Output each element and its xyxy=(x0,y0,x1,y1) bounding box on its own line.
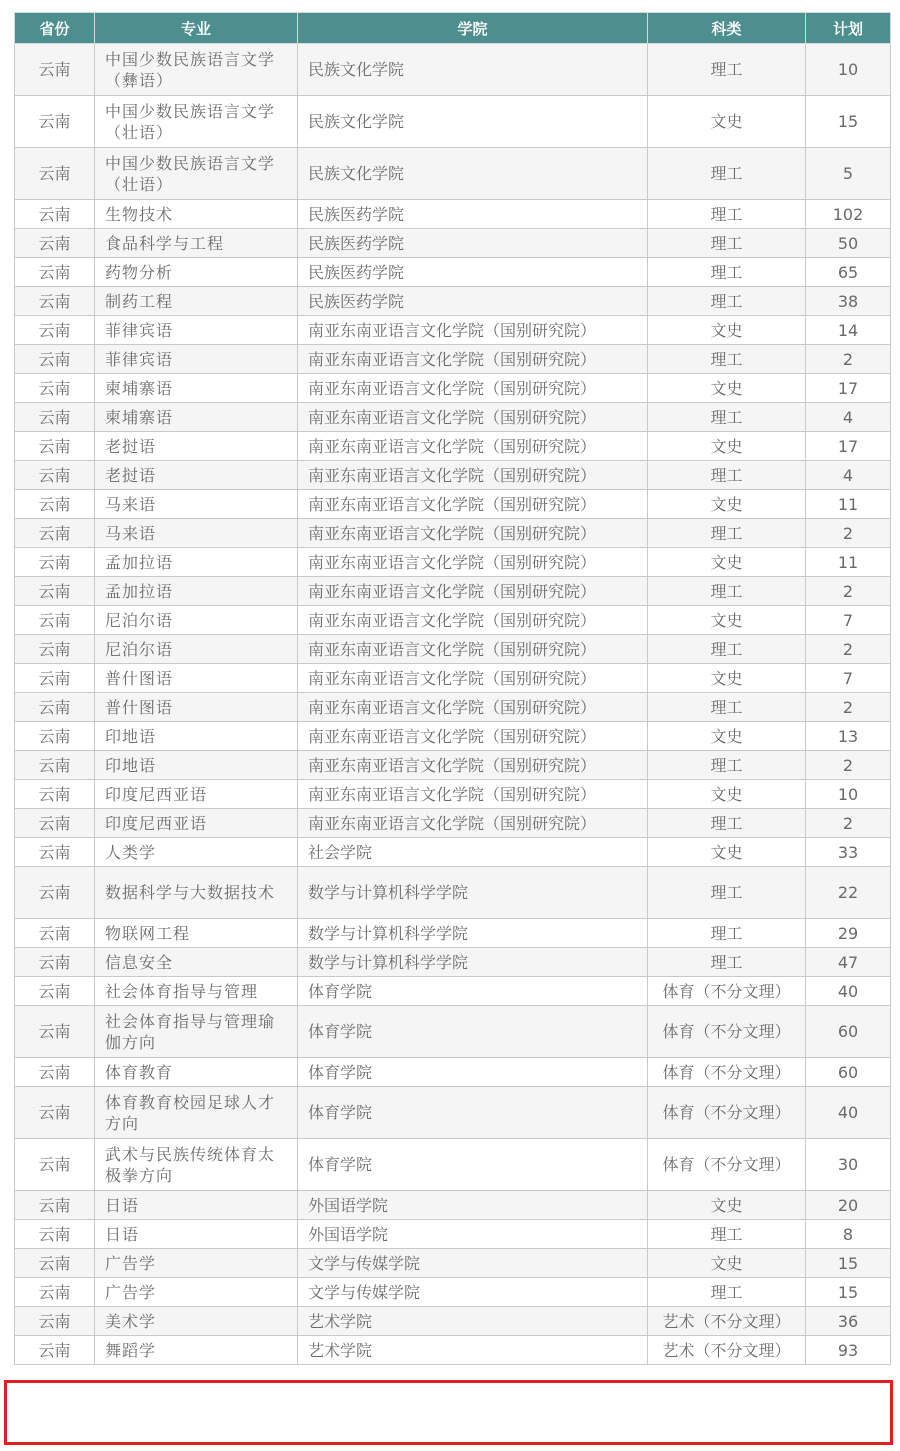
table-row xyxy=(15,548,891,577)
cell-major: 数据科学与大数据技术 xyxy=(95,867,298,919)
header-category: 科类 xyxy=(648,13,806,44)
cell-plan: 8 xyxy=(806,1220,891,1249)
cell-category: 体育（不分文理） xyxy=(648,1087,806,1139)
header-province: 省份 xyxy=(15,13,95,44)
cell-plan: 15 xyxy=(806,96,891,148)
cell-category: 文史 xyxy=(648,780,806,809)
cell-college: 社会学院 xyxy=(298,838,648,867)
cell-category: 文史 xyxy=(648,316,806,345)
cell-province: 云南 xyxy=(15,229,95,258)
header-plan: 计划 xyxy=(806,13,891,44)
cell-category: 理工 xyxy=(648,229,806,258)
cell-province: 云南 xyxy=(15,809,95,838)
cell-college: 体育学院 xyxy=(298,977,648,1006)
cell-category: 艺术（不分文理） xyxy=(648,1336,806,1365)
cell-province: 云南 xyxy=(15,1249,95,1278)
header-major: 专业 xyxy=(95,13,298,44)
cell-college: 文学与传媒学院 xyxy=(298,1249,648,1278)
table-body xyxy=(15,44,891,1365)
cell-college: 南亚东南亚语言文化学院（国别研究院） xyxy=(298,780,648,809)
cell-category: 文史 xyxy=(648,1249,806,1278)
table-row xyxy=(15,1249,891,1278)
cell-province: 云南 xyxy=(15,403,95,432)
cell-plan: 29 xyxy=(806,919,891,948)
cell-category: 文史 xyxy=(648,490,806,519)
cell-plan: 15 xyxy=(806,1249,891,1278)
cell-plan: 93 xyxy=(806,1336,891,1365)
cell-province: 云南 xyxy=(15,461,95,490)
table-row xyxy=(15,287,891,316)
table-row xyxy=(15,693,891,722)
cell-college: 数学与计算机科学学院 xyxy=(298,948,648,977)
cell-college: 民族医药学院 xyxy=(298,229,648,258)
cell-major: 药物分析 xyxy=(95,258,298,287)
cell-plan: 7 xyxy=(806,664,891,693)
cell-college: 文学与传媒学院 xyxy=(298,1278,648,1307)
cell-category: 理工 xyxy=(648,948,806,977)
cell-major: 舞蹈学 xyxy=(95,1336,298,1365)
cell-plan: 20 xyxy=(806,1191,891,1220)
cell-plan: 5 xyxy=(806,148,891,200)
cell-college: 南亚东南亚语言文化学院（国别研究院） xyxy=(298,751,648,780)
cell-college: 体育学院 xyxy=(298,1058,648,1087)
cell-major: 武术与民族传统体育太极拳方向 xyxy=(95,1139,298,1191)
cell-province: 云南 xyxy=(15,148,95,200)
table-row xyxy=(15,200,891,229)
cell-major: 食品科学与工程 xyxy=(95,229,298,258)
cell-major: 日语 xyxy=(95,1220,298,1249)
table-row xyxy=(15,977,891,1006)
cell-college: 艺术学院 xyxy=(298,1336,648,1365)
table-row xyxy=(15,867,891,919)
cell-province: 云南 xyxy=(15,838,95,867)
cell-college: 南亚东南亚语言文化学院（国别研究院） xyxy=(298,490,648,519)
cell-category: 理工 xyxy=(648,577,806,606)
cell-province: 云南 xyxy=(15,722,95,751)
cell-plan: 11 xyxy=(806,490,891,519)
table-row xyxy=(15,577,891,606)
cell-province: 云南 xyxy=(15,519,95,548)
cell-province: 云南 xyxy=(15,635,95,664)
table-row xyxy=(15,1336,891,1365)
table-row xyxy=(15,722,891,751)
cell-category: 文史 xyxy=(648,432,806,461)
table-row xyxy=(15,403,891,432)
cell-college: 艺术学院 xyxy=(298,1307,648,1336)
cell-plan: 50 xyxy=(806,229,891,258)
cell-plan: 17 xyxy=(806,432,891,461)
cell-college: 体育学院 xyxy=(298,1087,648,1139)
cell-plan: 7 xyxy=(806,606,891,635)
cell-college: 南亚东南亚语言文化学院（国别研究院） xyxy=(298,606,648,635)
table-row xyxy=(15,948,891,977)
cell-college: 民族文化学院 xyxy=(298,148,648,200)
cell-plan: 2 xyxy=(806,635,891,664)
table-row xyxy=(15,1191,891,1220)
table-row xyxy=(15,345,891,374)
cell-plan: 15 xyxy=(806,1278,891,1307)
cell-province: 云南 xyxy=(15,374,95,403)
cell-category: 文史 xyxy=(648,664,806,693)
cell-province: 云南 xyxy=(15,664,95,693)
table-row xyxy=(15,258,891,287)
cell-major: 柬埔寨语 xyxy=(95,374,298,403)
table-header-row xyxy=(15,13,891,44)
cell-province: 云南 xyxy=(15,919,95,948)
cell-province: 云南 xyxy=(15,432,95,461)
cell-province: 云南 xyxy=(15,316,95,345)
cell-plan: 36 xyxy=(806,1307,891,1336)
cell-college: 民族医药学院 xyxy=(298,287,648,316)
cell-province: 云南 xyxy=(15,1336,95,1365)
cell-category: 体育（不分文理） xyxy=(648,977,806,1006)
table-row xyxy=(15,148,891,200)
cell-major: 印度尼西亚语 xyxy=(95,809,298,838)
cell-plan: 40 xyxy=(806,1087,891,1139)
cell-college: 南亚东南亚语言文化学院（国别研究院） xyxy=(298,316,648,345)
cell-major: 老挝语 xyxy=(95,432,298,461)
cell-province: 云南 xyxy=(15,780,95,809)
cell-plan: 13 xyxy=(806,722,891,751)
cell-major: 印地语 xyxy=(95,751,298,780)
cell-province: 云南 xyxy=(15,867,95,919)
cell-category: 文史 xyxy=(648,96,806,148)
cell-plan: 2 xyxy=(806,693,891,722)
cell-plan: 30 xyxy=(806,1139,891,1191)
table-row xyxy=(15,664,891,693)
cell-plan: 11 xyxy=(806,548,891,577)
table-row xyxy=(15,1307,891,1336)
cell-college: 南亚东南亚语言文化学院（国别研究院） xyxy=(298,577,648,606)
cell-category: 理工 xyxy=(648,200,806,229)
cell-college: 南亚东南亚语言文化学院（国别研究院） xyxy=(298,809,648,838)
cell-major: 体育教育校园足球人才方向 xyxy=(95,1087,298,1139)
table-row xyxy=(15,780,891,809)
cell-major: 柬埔寨语 xyxy=(95,403,298,432)
table-row xyxy=(15,316,891,345)
cell-major: 社会体育指导与管理 xyxy=(95,977,298,1006)
cell-province: 云南 xyxy=(15,1307,95,1336)
table-row xyxy=(15,1220,891,1249)
cell-plan: 2 xyxy=(806,809,891,838)
cell-plan: 10 xyxy=(806,780,891,809)
table-row xyxy=(15,606,891,635)
cell-major: 马来语 xyxy=(95,519,298,548)
cell-category: 文史 xyxy=(648,1191,806,1220)
table-row xyxy=(15,432,891,461)
cell-college: 体育学院 xyxy=(298,1006,648,1058)
cell-college: 南亚东南亚语言文化学院（国别研究院） xyxy=(298,345,648,374)
cell-category: 理工 xyxy=(648,919,806,948)
cell-category: 理工 xyxy=(648,519,806,548)
cell-college: 南亚东南亚语言文化学院（国别研究院） xyxy=(298,461,648,490)
cell-category: 体育（不分文理） xyxy=(648,1139,806,1191)
cell-plan: 22 xyxy=(806,867,891,919)
cell-category: 理工 xyxy=(648,44,806,96)
cell-college: 民族医药学院 xyxy=(298,258,648,287)
cell-major: 印度尼西亚语 xyxy=(95,780,298,809)
cell-province: 云南 xyxy=(15,96,95,148)
cell-major: 菲律宾语 xyxy=(95,345,298,374)
cell-college: 外国语学院 xyxy=(298,1191,648,1220)
cell-plan: 65 xyxy=(806,258,891,287)
cell-college: 南亚东南亚语言文化学院（国别研究院） xyxy=(298,722,648,751)
cell-province: 云南 xyxy=(15,1058,95,1087)
cell-major: 日语 xyxy=(95,1191,298,1220)
table-row xyxy=(15,229,891,258)
cell-college: 数学与计算机科学学院 xyxy=(298,867,648,919)
table-row xyxy=(15,374,891,403)
cell-province: 云南 xyxy=(15,258,95,287)
cell-plan: 60 xyxy=(806,1006,891,1058)
cell-major: 广告学 xyxy=(95,1249,298,1278)
cell-province: 云南 xyxy=(15,693,95,722)
cell-province: 云南 xyxy=(15,977,95,1006)
cell-category: 艺术（不分文理） xyxy=(648,1307,806,1336)
cell-college: 南亚东南亚语言文化学院（国别研究院） xyxy=(298,432,648,461)
cell-major: 尼泊尔语 xyxy=(95,606,298,635)
cell-plan: 38 xyxy=(806,287,891,316)
cell-plan: 2 xyxy=(806,345,891,374)
table-row xyxy=(15,461,891,490)
cell-category: 理工 xyxy=(648,693,806,722)
table-row xyxy=(15,919,891,948)
cell-major: 马来语 xyxy=(95,490,298,519)
cell-category: 理工 xyxy=(648,287,806,316)
cell-category: 理工 xyxy=(648,867,806,919)
cell-plan: 40 xyxy=(806,977,891,1006)
cell-college: 南亚东南亚语言文化学院（国别研究院） xyxy=(298,519,648,548)
cell-province: 云南 xyxy=(15,1220,95,1249)
cell-plan: 2 xyxy=(806,519,891,548)
cell-province: 云南 xyxy=(15,1139,95,1191)
cell-major: 普什图语 xyxy=(95,693,298,722)
table-row xyxy=(15,519,891,548)
cell-category: 文史 xyxy=(648,606,806,635)
cell-college: 数学与计算机科学学院 xyxy=(298,919,648,948)
cell-province: 云南 xyxy=(15,577,95,606)
highlight-box xyxy=(4,1380,893,1445)
cell-plan: 102 xyxy=(806,200,891,229)
cell-province: 云南 xyxy=(15,751,95,780)
cell-college: 体育学院 xyxy=(298,1139,648,1191)
cell-college: 南亚东南亚语言文化学院（国别研究院） xyxy=(298,635,648,664)
cell-plan: 33 xyxy=(806,838,891,867)
cell-plan: 60 xyxy=(806,1058,891,1087)
table-row xyxy=(15,96,891,148)
cell-major: 生物技术 xyxy=(95,200,298,229)
cell-province: 云南 xyxy=(15,490,95,519)
cell-category: 理工 xyxy=(648,148,806,200)
cell-major: 菲律宾语 xyxy=(95,316,298,345)
cell-major: 广告学 xyxy=(95,1278,298,1307)
cell-province: 云南 xyxy=(15,345,95,374)
cell-category: 文史 xyxy=(648,374,806,403)
table-row xyxy=(15,1139,891,1191)
cell-college: 南亚东南亚语言文化学院（国别研究院） xyxy=(298,693,648,722)
table-row xyxy=(15,635,891,664)
cell-category: 理工 xyxy=(648,461,806,490)
cell-province: 云南 xyxy=(15,948,95,977)
cell-major: 物联网工程 xyxy=(95,919,298,948)
cell-province: 云南 xyxy=(15,200,95,229)
cell-major: 体育教育 xyxy=(95,1058,298,1087)
cell-province: 云南 xyxy=(15,548,95,577)
cell-plan: 2 xyxy=(806,751,891,780)
cell-province: 云南 xyxy=(15,1278,95,1307)
cell-province: 云南 xyxy=(15,44,95,96)
enrollment-plan-table xyxy=(14,12,891,1365)
cell-category: 文史 xyxy=(648,722,806,751)
cell-plan: 4 xyxy=(806,461,891,490)
cell-plan: 17 xyxy=(806,374,891,403)
cell-major: 尼泊尔语 xyxy=(95,635,298,664)
cell-college: 民族医药学院 xyxy=(298,200,648,229)
cell-province: 云南 xyxy=(15,1191,95,1220)
table-row xyxy=(15,1278,891,1307)
cell-category: 理工 xyxy=(648,345,806,374)
table-row xyxy=(15,1087,891,1139)
cell-major: 老挝语 xyxy=(95,461,298,490)
table-row xyxy=(15,490,891,519)
cell-category: 理工 xyxy=(648,1278,806,1307)
cell-plan: 47 xyxy=(806,948,891,977)
cell-province: 云南 xyxy=(15,1087,95,1139)
cell-major: 人类学 xyxy=(95,838,298,867)
table-row xyxy=(15,809,891,838)
cell-plan: 14 xyxy=(806,316,891,345)
cell-college: 南亚东南亚语言文化学院（国别研究院） xyxy=(298,664,648,693)
cell-major: 普什图语 xyxy=(95,664,298,693)
cell-major: 孟加拉语 xyxy=(95,548,298,577)
cell-category: 理工 xyxy=(648,258,806,287)
cell-province: 云南 xyxy=(15,606,95,635)
cell-major: 中国少数民族语言文学（壮语） xyxy=(95,96,298,148)
cell-college: 南亚东南亚语言文化学院（国别研究院） xyxy=(298,374,648,403)
cell-category: 理工 xyxy=(648,1220,806,1249)
cell-category: 理工 xyxy=(648,809,806,838)
cell-category: 理工 xyxy=(648,403,806,432)
cell-major: 信息安全 xyxy=(95,948,298,977)
table-row xyxy=(15,751,891,780)
cell-major: 印地语 xyxy=(95,722,298,751)
cell-major: 孟加拉语 xyxy=(95,577,298,606)
cell-college: 民族文化学院 xyxy=(298,96,648,148)
cell-major: 中国少数民族语言文学（壮语） xyxy=(95,148,298,200)
cell-college: 外国语学院 xyxy=(298,1220,648,1249)
cell-major: 制药工程 xyxy=(95,287,298,316)
cell-category: 体育（不分文理） xyxy=(648,1006,806,1058)
cell-province: 云南 xyxy=(15,1006,95,1058)
cell-plan: 2 xyxy=(806,577,891,606)
cell-category: 理工 xyxy=(648,751,806,780)
cell-college: 南亚东南亚语言文化学院（国别研究院） xyxy=(298,548,648,577)
cell-major: 美术学 xyxy=(95,1307,298,1336)
cell-category: 理工 xyxy=(648,635,806,664)
cell-college: 南亚东南亚语言文化学院（国别研究院） xyxy=(298,403,648,432)
cell-category: 文史 xyxy=(648,548,806,577)
table-row xyxy=(15,1006,891,1058)
cell-major: 社会体育指导与管理瑜伽方向 xyxy=(95,1006,298,1058)
cell-province: 云南 xyxy=(15,287,95,316)
cell-plan: 4 xyxy=(806,403,891,432)
cell-category: 文史 xyxy=(648,838,806,867)
table-row xyxy=(15,44,891,96)
table-row xyxy=(15,838,891,867)
cell-category: 体育（不分文理） xyxy=(648,1058,806,1087)
table-row xyxy=(15,1058,891,1087)
cell-major: 中国少数民族语言文学（彝语） xyxy=(95,44,298,96)
cell-college: 民族文化学院 xyxy=(298,44,648,96)
header-college: 学院 xyxy=(298,13,648,44)
cell-plan: 10 xyxy=(806,44,891,96)
